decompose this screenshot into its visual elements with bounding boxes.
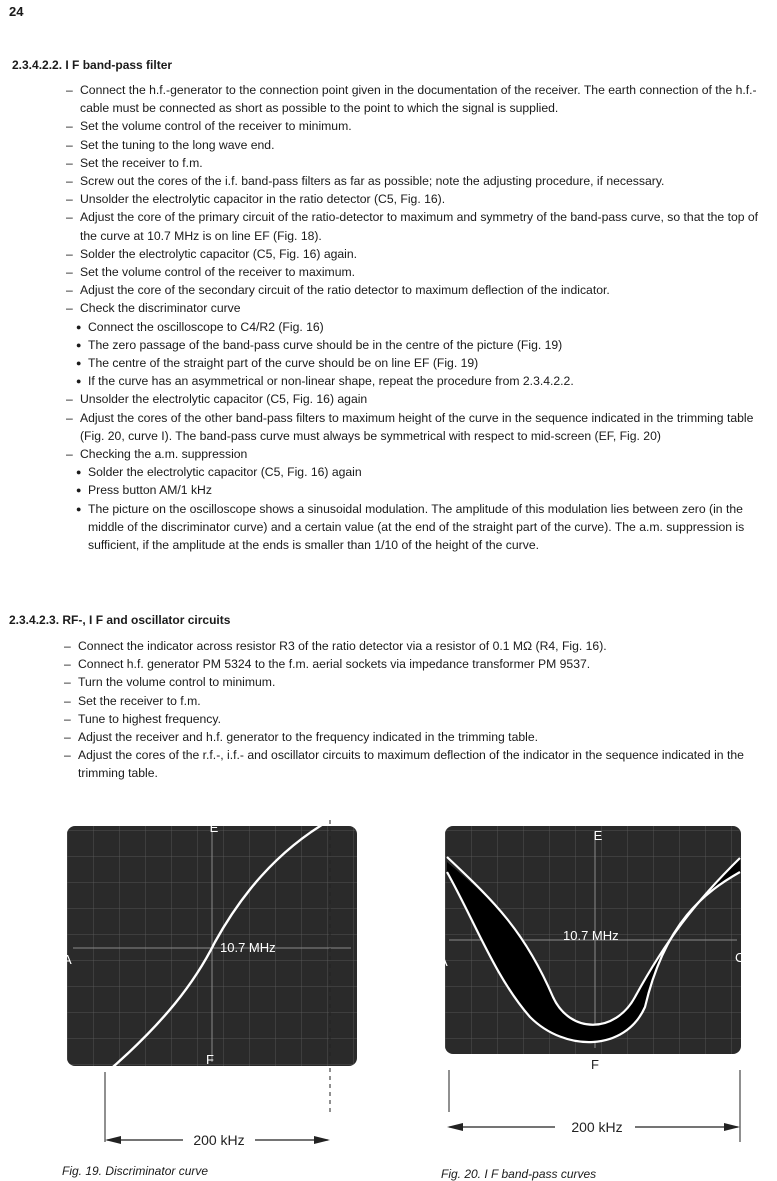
list-item: – Tune to highest frequency. (64, 710, 764, 728)
fig19-span-label: 200 kHz (193, 1132, 245, 1148)
list-item: – Adjust the core of the secondary circuit of the ratio detector to maximum deflection of the indicator. (66, 281, 766, 299)
fig19-label-f: F (206, 1052, 214, 1067)
fig20-span-label: 200 kHz (571, 1119, 623, 1135)
list-item: – Check the discriminator curve (66, 299, 766, 317)
list-item: – Set the volume control of the receiver to minimum. (66, 117, 766, 135)
list-item: – Adjust the core of the primary circuit of the ratio-detector to maximum and symmetry of the band-pass curve, so that the top of the curve at 10.7 MHz is on line EF (Fig. 18). (66, 208, 766, 244)
list-item: – Adjust the cores of the r.f.-, i.f.- and oscillator circuits to maximum deflection of the indicator in the sequence indicated in the trimming table. (64, 746, 764, 782)
fig19-label-e: E (209, 820, 219, 835)
fig19-right-arrow (314, 1136, 330, 1144)
section1-heading: 2.3.4.2.2. I F band-pass filter (12, 58, 173, 72)
fig20-right-arrow (724, 1123, 740, 1131)
fig20-left-arrow (447, 1123, 463, 1131)
bullet-item: ● Connect the oscilloscope to C4/R2 (Fig. 16) (66, 318, 766, 336)
section2-heading: 2.3.4.2.3. RF-, I F and oscillator circuits (9, 613, 231, 627)
list-item: – Set the receiver to f.m. (66, 154, 766, 172)
list-item: – Unsolder the electrolytic capacitor (C5, Fig. 16) again (66, 390, 766, 408)
bullet-item: ● Solder the electrolytic capacitor (C5, Fig. 16) again (66, 463, 766, 481)
fig19-left-arrow (105, 1136, 121, 1144)
fig20-label-a: A (439, 954, 448, 969)
fig19-label-a: A (63, 952, 72, 967)
fig20-bandpass-figure (435, 812, 770, 1172)
list-item: – Solder the electrolytic capacitor (C5, Fig. 16) again. (66, 245, 766, 263)
bullet-item: ● The centre of the straight part of the curve should be on line EF (Fig. 19) (66, 354, 766, 372)
list-item: – Connect the h.f.-generator to the connection point given in the documentation of the receiver. The earth connection of the h.f.-cable must be connected as short as possible to the point to which the signal is supplied. (66, 81, 766, 117)
fig19-caption: Fig. 19. Discriminator curve (62, 1164, 209, 1178)
fig20-label-e: E (593, 828, 603, 843)
bullet-item: ● If the curve has an asymmetrical or non-linear shape, repeat the procedure from 2.3.4.2.2. (66, 372, 766, 390)
bullet-item: ● The picture on the oscilloscope shows a sinusoidal modulation. The amplitude of this modulation lies between zero (in the middle of the discriminator curve) and a certain value (at the end of the straight part of the curve). The a.m. suppression is sufficient, if the amplitude at the ends is smaller than 1/10 of the height of the curve. (66, 500, 766, 555)
fig20-label-f: F (591, 1057, 599, 1072)
fig20-label-c: C (735, 950, 745, 965)
list-item: – Turn the volume control to minimum. (64, 673, 764, 691)
fig20-caption: Fig. 20. I F band-pass curves (441, 1167, 597, 1181)
list-item: – Connect h.f. generator PM 5324 to the f.m. aerial sockets via impedance transformer PM 9537. (64, 655, 764, 673)
fig19-discriminator-figure (55, 812, 385, 1172)
list-item: – Set the receiver to f.m. (64, 692, 764, 710)
bullet-item: ● Press button AM/1 kHz (66, 481, 766, 499)
section2-list (64, 637, 764, 783)
list-item: – Screw out the cores of the i.f. band-pass filters as far as possible; note the adjusting procedure, if necessary. (66, 172, 766, 190)
list-item: – Set the volume control of the receiver to maximum. (66, 263, 766, 281)
list-item: – Connect the indicator across resistor R3 of the ratio detector via a resistor of 0.1 MΩ (R4, Fig. 16). (64, 637, 764, 655)
fig19-freq-label: 10.7 MHz (220, 940, 276, 955)
fig20-freq-label: 10.7 MHz (563, 928, 619, 943)
list-item: – Adjust the cores of the other band-pass filters to maximum height of the curve in the sequence indicated in the trimming table (Fig. 20, curve I). The band-pass curve must always be symmetrical with respect to mid-screen (EF, Fig. 20) (66, 409, 766, 445)
list-item: – Adjust the receiver and h.f. generator to the frequency indicated in the trimming table. (64, 728, 764, 746)
list-item: – Checking the a.m. suppression (66, 445, 766, 463)
fig19-label-c: C (359, 952, 369, 967)
page-number: 24 (9, 4, 24, 19)
list-item: – Set the tuning to the long wave end. (66, 136, 766, 154)
bullet-item: ● The zero passage of the band-pass curve should be in the centre of the picture (Fig. 19) (66, 336, 766, 354)
section1-list (66, 81, 766, 554)
list-item: – Unsolder the electrolytic capacitor in the ratio detector (C5, Fig. 16). (66, 190, 766, 208)
